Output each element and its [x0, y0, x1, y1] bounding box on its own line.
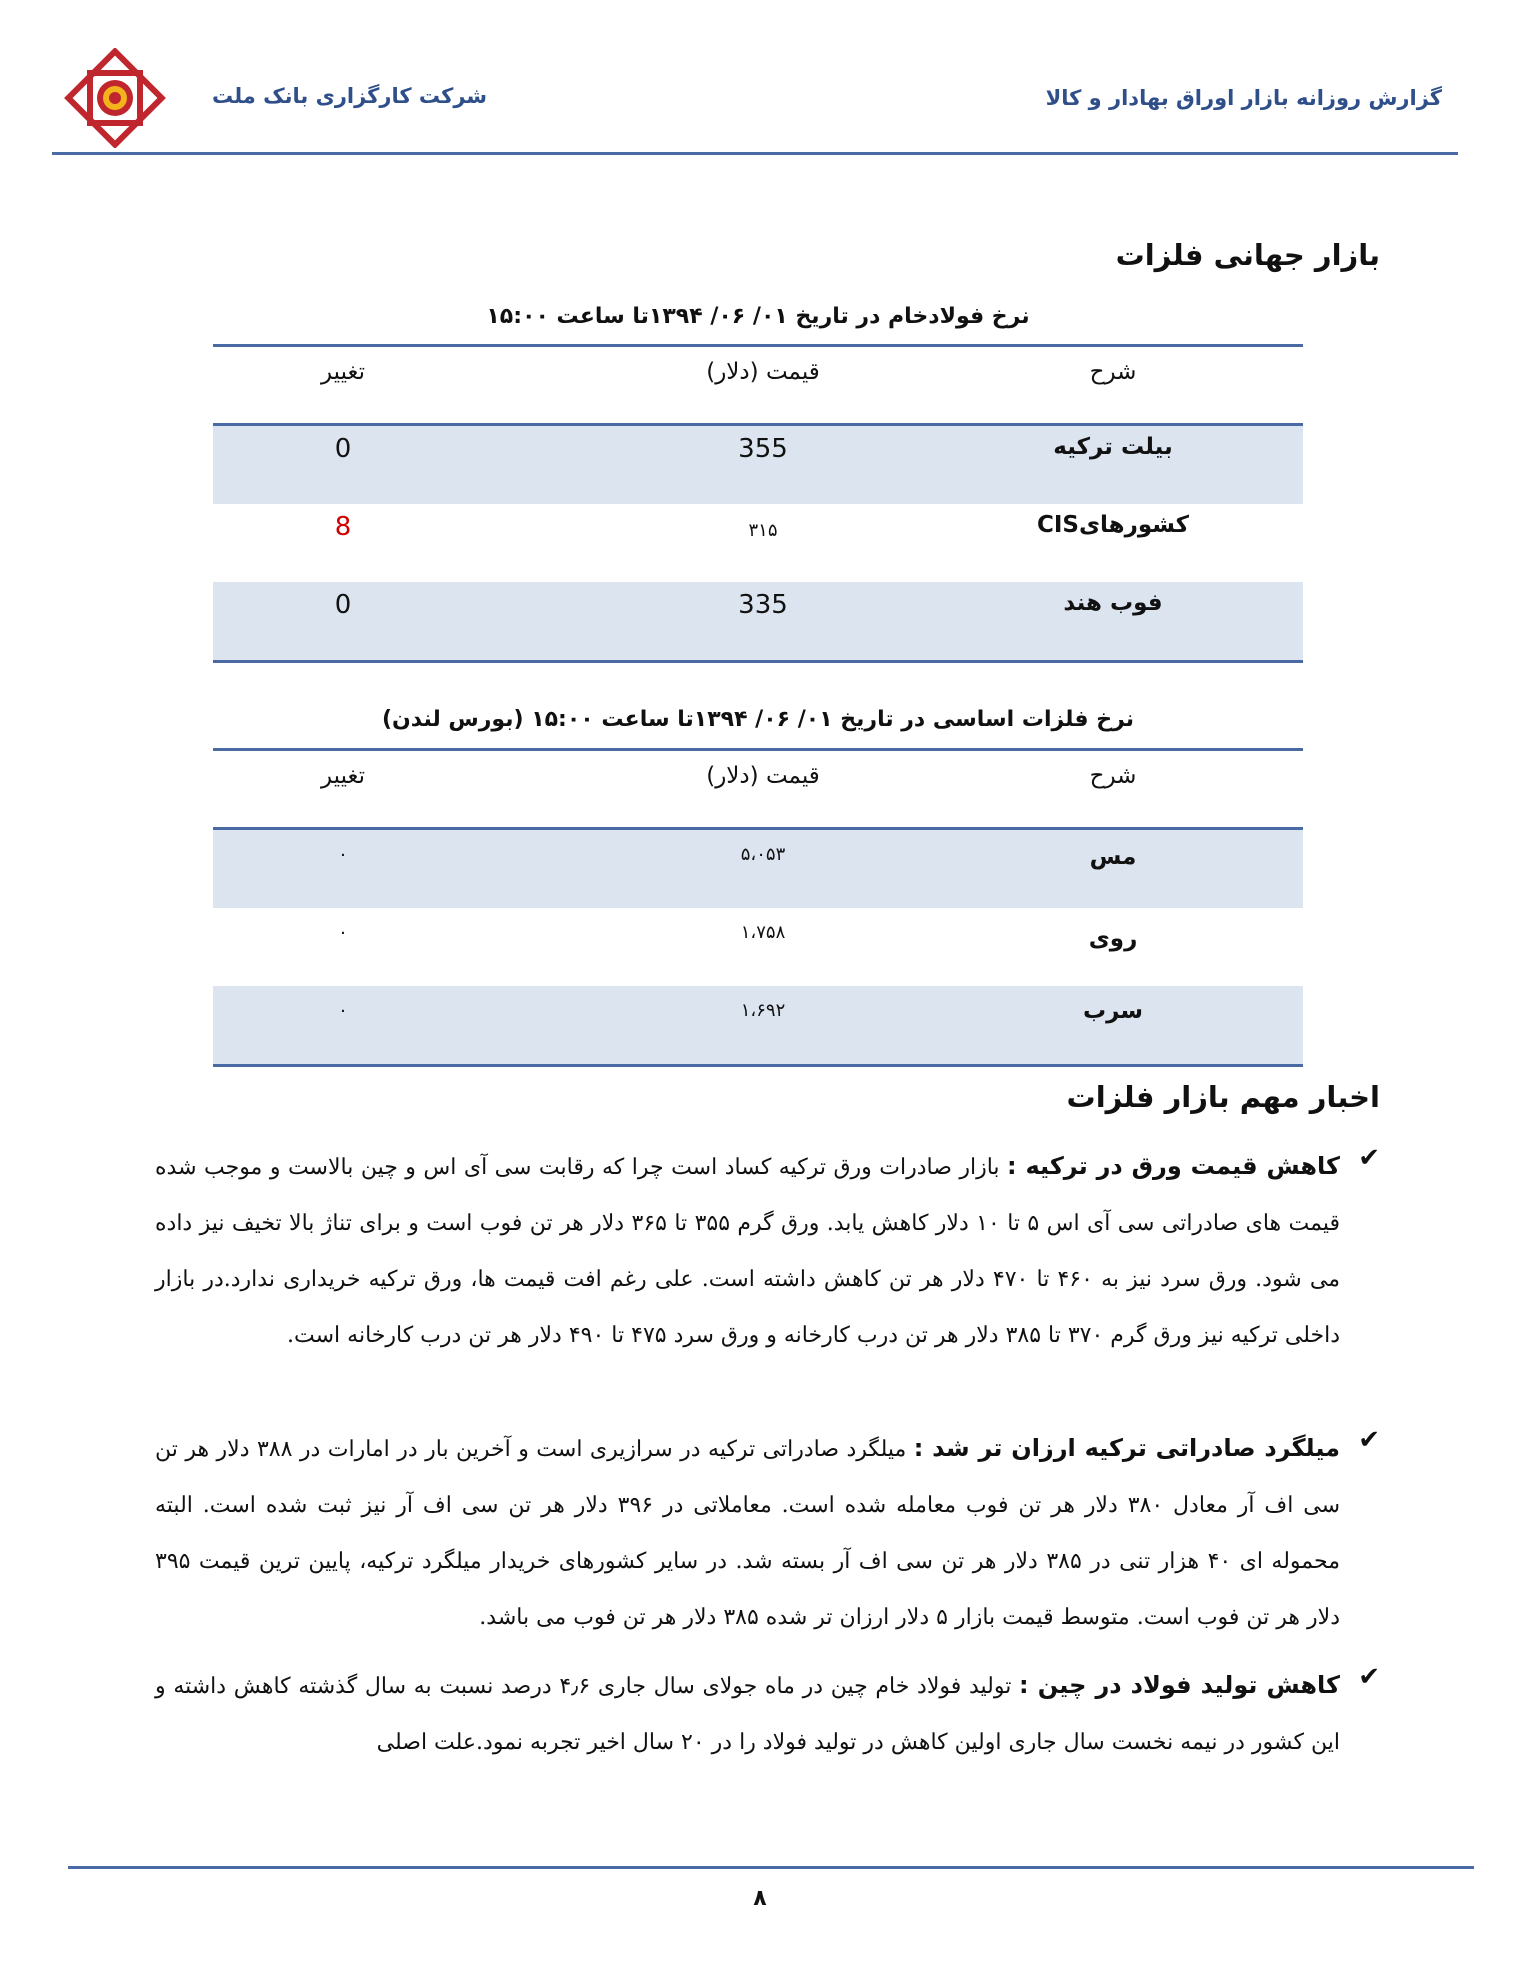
news-headline: کاهش تولید فولاد در چین : [1019, 1671, 1340, 1699]
news-item [155, 1138, 1340, 1364]
table-row [213, 908, 1303, 986]
table-row [213, 426, 1303, 504]
base-metals-table-header [213, 748, 1303, 830]
checkmark-icon: ✔ [1358, 1143, 1380, 1173]
row-price: ۵،۰۵۳ [740, 844, 786, 865]
news-headline: میلگرد صادراتی ترکیه ارزان تر شد : [913, 1434, 1341, 1462]
bank-mellat-logo-icon [60, 48, 170, 148]
row-price: ۱،۷۵۸ [740, 922, 786, 943]
checkmark-icon: ✔ [1358, 1425, 1380, 1455]
column-header-desc: شرح [1089, 359, 1137, 385]
steel-table-header [213, 344, 1303, 426]
footer-divider [68, 1866, 1474, 1869]
column-header-change: تغییر [320, 359, 366, 385]
row-price: ۳۱۵ [748, 520, 778, 541]
row-change: ۰ [338, 1000, 348, 1021]
table-row [213, 582, 1303, 660]
column-header-price: قیمت (دلار) [706, 359, 820, 385]
report-title: گزارش روزانه بازار اوراق بهادار و کالا [1045, 86, 1442, 110]
row-price: 335 [738, 590, 788, 620]
row-change: 0 [334, 590, 352, 620]
news-body: میلگرد صادراتی ترکیه در سرازیری است و آخرین بار در امارات در ۳۸۸ دلار هر تن سی اف آر معادل ۳۸۰ دلار هر تن فوب معامله شده است. معاملاتی در ۳۹۶ دلار هر تن سی اف آر نیز ثبت شده است. البته محموله ای ۴۰ هزار تنی در ۳۸۵ دلار هر تن سی اف آر بسته شد. در سایر کشورهای خریدار میلگرد ترکیه، پایین ترین قیمت ۳۹۵ دلار هر تن فوب است. متوسط قیمت بازار ۵ دلار ارزان تر شده ۳۸۵ دلار هر تن فوب می باشد. [155, 1437, 1341, 1630]
row-desc: کشورهایCIS [1036, 512, 1190, 538]
row-desc: سرب [1082, 998, 1144, 1024]
metals-section-title: بازار جهانی فلزات [1115, 238, 1380, 272]
row-change: 8 [334, 512, 352, 542]
table-row [213, 504, 1303, 582]
news-item [155, 1420, 1340, 1646]
news-body: تولید فولاد خام چین در ماه جولای سال جاری ۴٫۶ درصد نسبت به سال گذشته کاهش داشته و این کشور در نیمه نخست سال جاری اولین کاهش در تولید فولاد را در ۲۰ سال اخیر تجربه نمود.علت اصلی [155, 1674, 1340, 1755]
page-number: ۸ [753, 1886, 767, 1911]
page-header [0, 0, 1530, 160]
news-item [155, 1657, 1340, 1771]
header-divider [52, 152, 1458, 155]
row-price: ۱،۶۹۲ [740, 1000, 786, 1021]
news-headline: کاهش قیمت ورق در ترکیه : [1007, 1152, 1340, 1180]
table-bottom-rule [213, 660, 1303, 663]
row-desc: روی [1088, 926, 1138, 952]
news-body: بازار صادرات ورق ترکیه کساد است چرا که رقابت سی آی اس و چین بالاست و موجب شده قیمت های صادراتی سی آی اس ۵ تا ۱۰ دلار کاهش یابد. ورق گرم ۳۵۵ تا ۳۶۵ دلار هر تن فوب است و برای تناژ بالا تخیف نیز داده می شود. ورق سرد نیز به ۴۶۰ تا ۴۷۰ دلار هر تن کاهش داشته است. علی رغم افت قیمت ها، ورق ترکیه خریداری ندارد.در بازار داخلی ترکیه نیز ورق گرم ۳۷۰ تا ۳۸۵ دلار هر تن درب کارخانه و ورق سرد ۴۷۵ تا ۴۹۰ دلار هر تن درب کارخانه است. [155, 1155, 1341, 1348]
column-header-desc: شرح [1089, 763, 1137, 789]
table-bottom-rule [213, 1064, 1303, 1067]
row-desc: بیلت ترکیه [1053, 434, 1173, 460]
row-desc: مس [1089, 844, 1137, 870]
row-desc: فوب هند [1063, 590, 1163, 616]
table-row [213, 986, 1303, 1064]
row-change: 0 [334, 434, 352, 464]
column-header-change: تغییر [320, 763, 366, 789]
company-name: شرکت کارگزاری بانک ملت [212, 84, 488, 108]
news-section-title: اخبار مهم بازار فلزات [1066, 1080, 1380, 1114]
base-metals-table-caption: نرخ فلزات اساسی در تاریخ ۰۱/ ۰۶/ ۱۳۹۴تا ساعت ۱۵:۰۰ (بورس لندن) [381, 707, 1135, 732]
steel-table-caption: نرخ فولادخام در تاریخ ۰۱/ ۰۶/ ۱۳۹۴تا ساعت ۱۵:۰۰ [486, 304, 1030, 329]
checkmark-icon: ✔ [1358, 1662, 1380, 1692]
column-header-price: قیمت (دلار) [706, 763, 820, 789]
row-price: 355 [738, 434, 788, 464]
row-change: ۰ [338, 844, 348, 865]
table-row [213, 830, 1303, 908]
row-change: ۰ [338, 922, 348, 943]
